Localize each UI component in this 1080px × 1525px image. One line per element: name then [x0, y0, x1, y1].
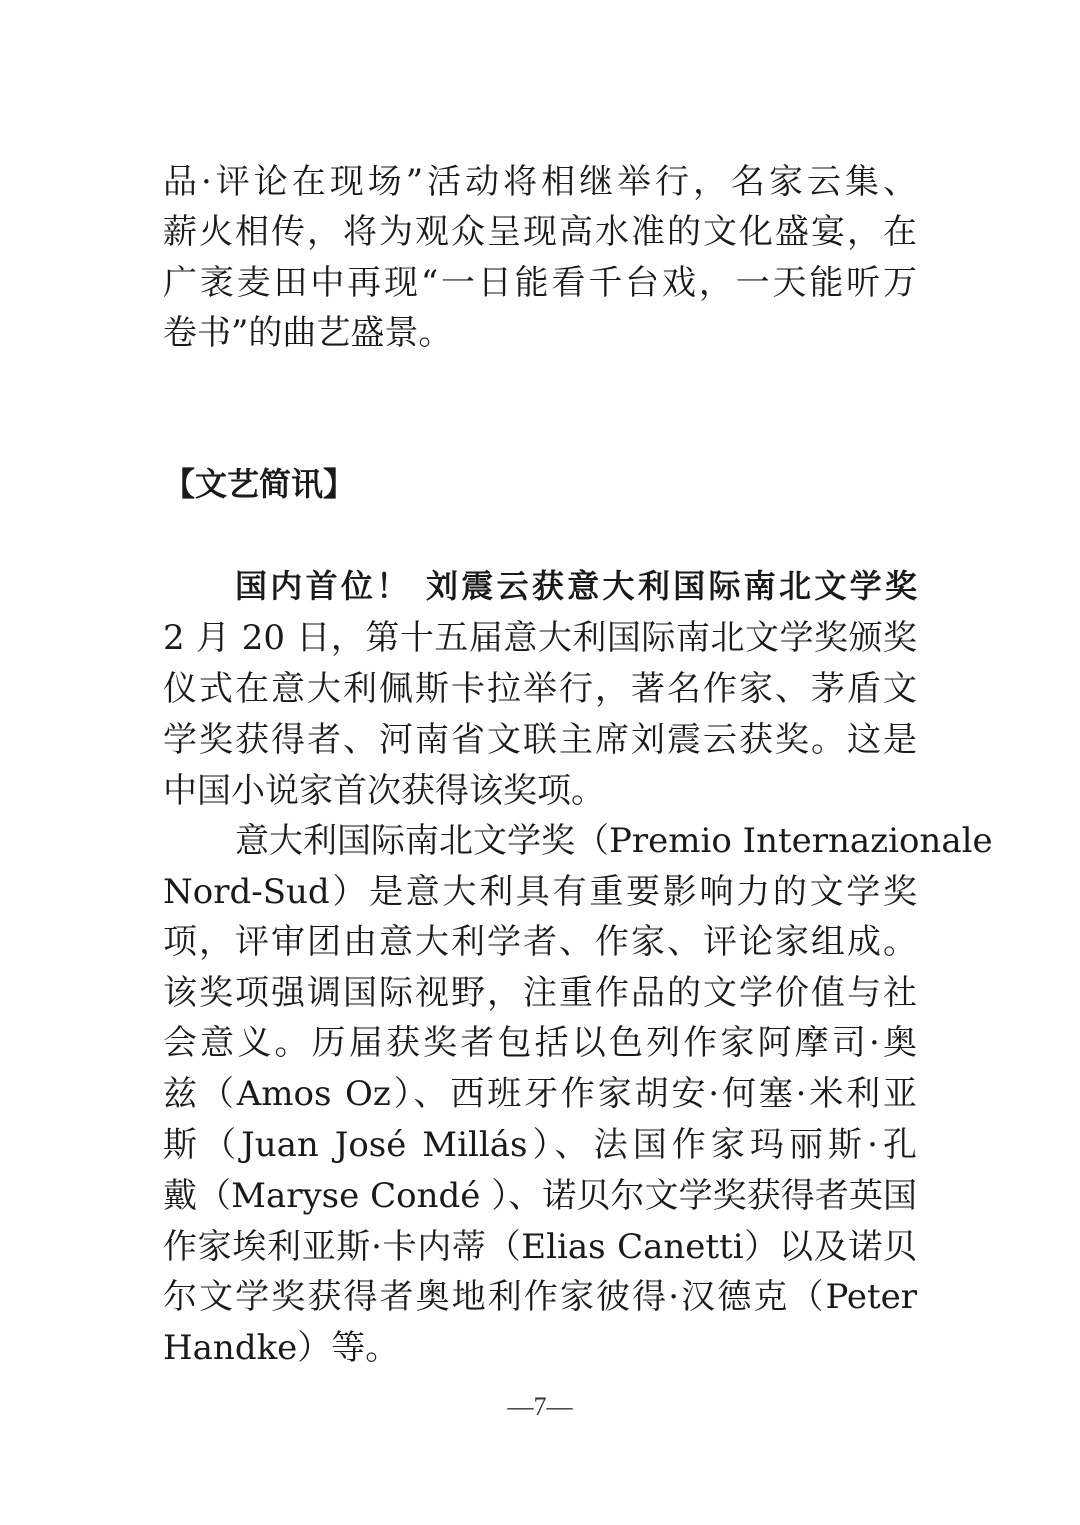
article-title: 国内首位！ 刘震云获意大利国际南北文学奖 — [235, 567, 917, 605]
text-line: 薪火相传，将为观众呈现高水准的文化盛宴，在 — [163, 212, 917, 252]
section-title: 【文艺简讯】 — [163, 465, 356, 503]
text-line: Handke）等。 — [163, 1328, 400, 1368]
text-line: Nord-Sud）是意大利具有重要影响力的文学奖 — [163, 872, 917, 912]
text-line: 斯（Juan José Millás）、法国作家玛丽斯·孔 — [163, 1125, 917, 1165]
text-line: 尔文学奖获得者奥地利作家彼得·汉德克（Peter — [163, 1277, 917, 1317]
text-line: 广袤麦田中再现“一日能看千台戏，一天能听万 — [163, 263, 917, 303]
page-number: —7— — [507, 1392, 573, 1421]
text-line: 会意义。历届获奖者包括以色列作家阿摩司·奥 — [163, 1023, 917, 1063]
text-line: 学奖获得者、河南省文联主席刘震云获奖。这是 — [163, 720, 917, 760]
text-line: 意大利国际南北文学奖（Premio Internazionale — [235, 821, 993, 861]
text-line: 该奖项强调国际视野，注重作品的文学价值与社 — [163, 973, 917, 1013]
text-line: 项，评审团由意大利学者、作家、评论家组成。 — [163, 922, 917, 962]
text-line: 品·评论在现场”活动将相继举行，名家云集、 — [163, 162, 917, 202]
text-line: 戴（Maryse Condé ）、诺贝尔文学奖获得者英国 — [163, 1176, 917, 1216]
text-line: 作家埃利亚斯·卡内蒂（Elias Canetti）以及诺贝 — [163, 1227, 917, 1267]
text-line: 兹（Amos Oz）、西班牙作家胡安·何塞·米利亚 — [163, 1074, 917, 1114]
text-line: 卷书”的曲艺盛景。 — [163, 313, 453, 353]
text-line: 仪式在意大利佩斯卡拉举行，著名作家、茅盾文 — [163, 669, 917, 709]
text-line: 中国小说家首次获得该奖项。 — [163, 771, 605, 811]
text-line: 2 月 20 日，第十五届意大利国际南北文学奖颁奖 — [163, 618, 917, 658]
